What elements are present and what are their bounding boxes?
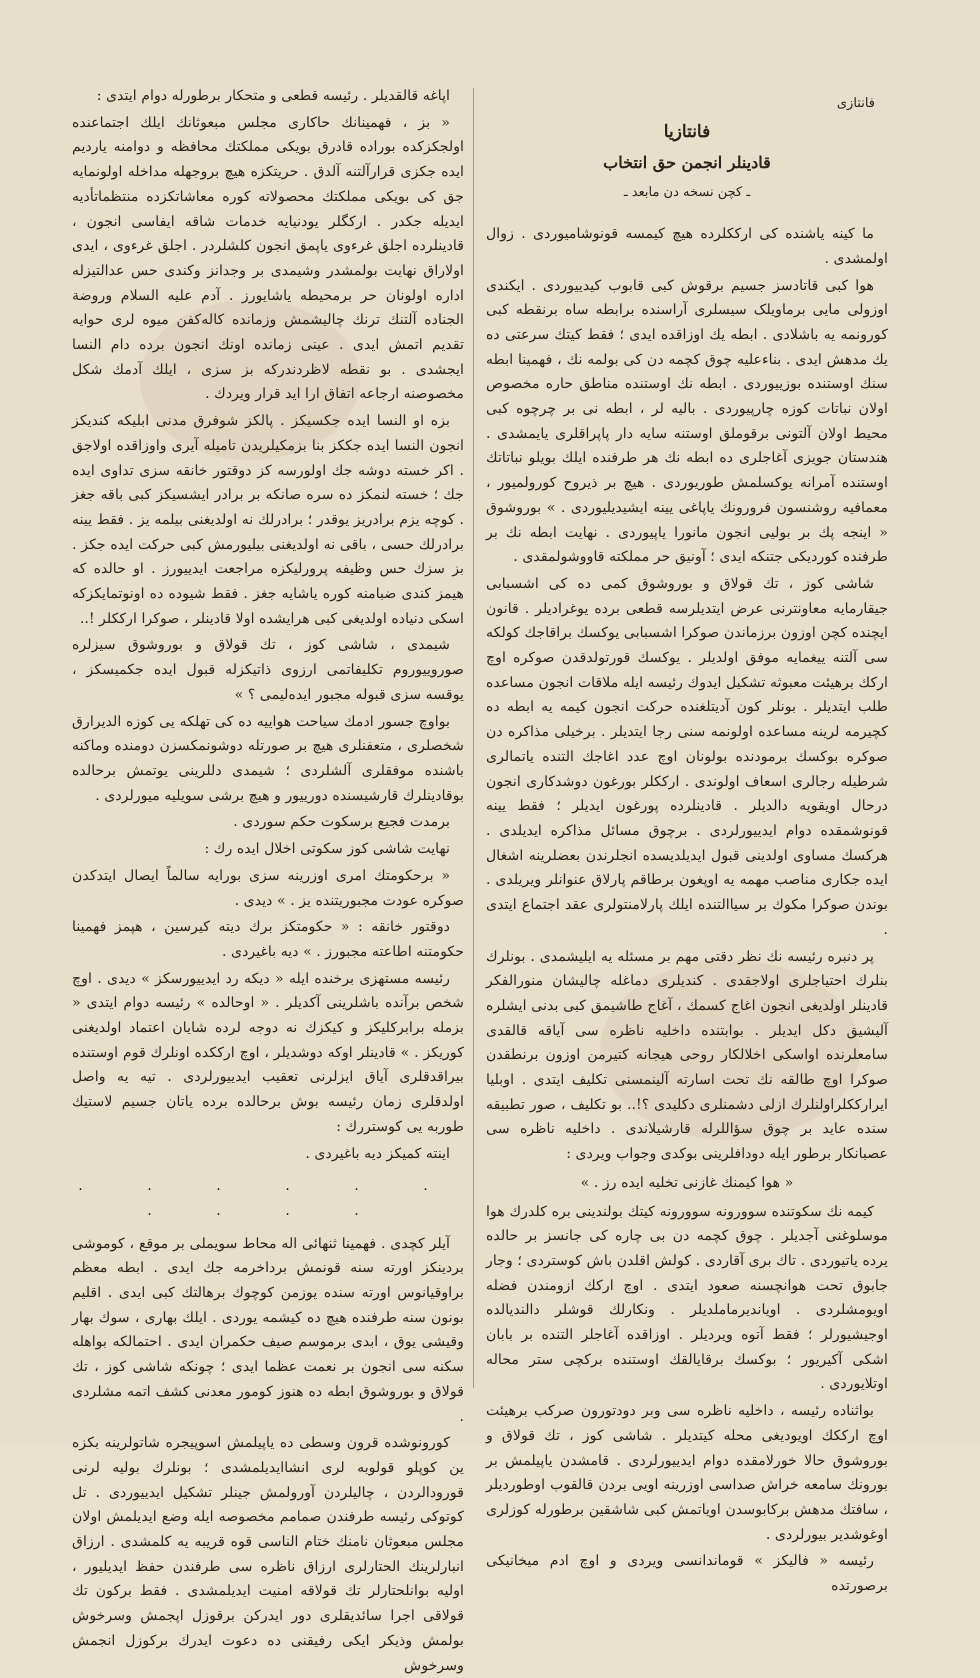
paragraph: نهایت شاشی کوز سکوتی اخلال ایده رك : (204, 841, 450, 858)
paragraph: بواثناده رئیسه ، داخلیه ناظره سی وبر دودتورون صرکب برهیئت اوچ ارککك اویودیغی محله کیتدیلر . شاشی کوز ، تك قولاق و بوروشوق حالا خورلامقده دوام ایدییورلردی . قامشدن یاپیلمش بر بورونك سامعه خراش صداسی اوزرینه اویی بردن قالقوب اوطوردیلر ، سافتك مدهش برکابوسدن اویاتمش کبی شاشقین برطورله کوزلری اوغوشدیر بیورلردی . (486, 1403, 888, 1543)
paragraph: اینته کمیکز دیه باغیردی . (305, 1145, 450, 1162)
section-break-dots: . . . . . . . . . . (78, 1178, 458, 1219)
article-subtitle: قادینلر انجمن حق انتخاب (603, 152, 771, 172)
paragraph: شیمدی ، شاشی کوز ، تك قولاق و بوروشوق سیزلره صوروییوروم تکلیفاتمی ارزوی ذاتیکزله قبول ایده جکمیسکز ، یوقسه سزی قبوله مجبور ایده‌لیمی ؟ » (72, 637, 464, 703)
running-header: فانتازی (836, 96, 875, 111)
paragraph: « برحکومتك امری اوزرینه سزی بورایه سالماً ایصال ایتدکدن صوکره عودت مجبوریتنده یز . » دیدی . (72, 867, 464, 909)
paragraph: ما کینه یاشنده کی ارککلرده هیچ کیمسه قونوشامیوردی . زوال اولمشدی . (486, 226, 888, 267)
paragraph: « بز ، فهمینانك حاکاری مجلس مبعوثانك ایلك اجتماعنده اولجکزکده بوراده قادرق بویکی مملکتك محافظه و دوامنه یاردیم ایده جکزی قرارآلتنه آلدق . حریتکزه هیچ بروجهله مداخله اولونمایه جق کی بویکی مملکتك محصولاته کوره معاشاتکزده منتظماتأدیه ایدیله جکدر . ارکگلر یودنیایه خدمات شاقه ایفاسی انجون ، قادینلرده اجلق غرءوی یاپمق انجون کلشلردر . اجلق غرءوی ، ایدی اولاراق نهایت بولمشدر وشیمدی بر وجدانز وکندی حس عدالتیزله اداره اولونان حر برمحیطه یاشایورز . آدم علیه السلام وروضة الجناده آلتنك ترنك چالیشمش وزمانده کالەکفن میوه لری حوایه تقدیم اتمش ایدی . عینی زمانده اونك انجون برده دام النسا ایجشدی . بو نقطه لاظردندرکه بز سزی ، ایلك آدمك شکل مخصوصنه ارجاعه اتفاق ارا اید قرار ویردك . (72, 114, 464, 403)
column-divider (473, 88, 474, 1388)
paragraph: دوقتور خانقه : « حکومتکز برك دیته کیرسین ، هپمز فهمینا حکومتنه اطاعته مجبورز . » دیه باغیردی . (72, 919, 464, 960)
left-column (72, 84, 464, 1674)
continued-note: ـ کچن نسخه دن مابعد ـ (623, 185, 751, 201)
paragraph: اپاغه قالقدیلر . رئیسه قطعی و متحکار برطورله دوام ایتدی : (96, 88, 450, 104)
paragraph: آیلر کچدی . فهمینا ثنهائی اله محاط سویملی بر موقع ، کوموشی بردینکز اورته سنه قونمش برداخرمه جك ایدی . ابطه معظم براوقیانوس اورته سنده یوزمن کوچوك برهالتك کبی ایدی . اقلیم بونون سنه طرفنده هیچ ده کیشمه یوردی . ایلك بهاری ، سوك بهار وقیشی یوق ، ابدی برموسم صیف حکمران ایدی . احتمالکه بواهله سکنه سی انجون بر نعمت عظما ایدی ؛ چونکه شاشی کوز ، تك قولاق و بوروشوق ابطه ده هنوز کومور معدنی کشف اتمه مشلردی . (72, 1235, 464, 1425)
paragraph: هوا کبی قاتادسز جسیم برقوش کبی قابوب کیدییوردی . ایکندی اوزولی مایی برماویلک سیسلری آراسنده برابطه ساه برنقطه کبی کورونمه یه باشلادی . ابطه یك اوزاقده ایدی ؛ فقط کیتك سرعتی ده یك مدهش ایدی . بناءعلیه چوق کچمه دن کی بولمه نك ، فهمینا ابطه سنك اوستنده بوزییوردی . ابطه نك اوستنده مناطق حاره مخصوص اولان نباتات کوزه چارپیوردی . بالیه لر ، ابطه نی بر چرچوه کبی محیط اولان آلتونی برقوملق اوستنه سایه دار پاپراقلری یایمشدی . هندستان جویزی آغاجلری ده ابطه نك هر طرفنده ایلك بویلو نباتاتك اوستنده آمرانه یوکسلمش طوریوردی . هیچ بر ذیروح کورولمیور ، معمافیه روشنسون فرورونك یاپاغی یینه ایشیدیلیوردی . » بوروشوق « اینجه پك بر بولیی انجون مانورا یاپیوردی . نهایت ابطه نك بر طرفنده کوردیکی جتنکه ایدی ؛ آونیق حر مملکته قاووشولمقدی . (486, 277, 888, 566)
paragraph: بواوچ جسور ادمك سیاحت هواییه ده کی تهلکه یی کوزه الدیرارق شخصلری ، متعفنلری هیچ بر صورتله دوشونمکسزن دومنده وماکنه باشنده موفقلری آلشلردی ؛ شیمدی دللرینی یوتمش برحالده بوقادینلرك قارشیسنده دورییور و هیچ برشی سویلیه میورلردی . (72, 713, 464, 804)
paragraph: کیمه نك سکوتنده سوورونه سوورونه کیتك بولندینی بره کلدرك هوا موسلوغنی آجدیلر . چوق کچمه دن بی چاره کی جانسز بر حالده یرده یاتیوردی . تاك بری آقاردی . کولش اقلدن باش کوستردی ؛ وجار جابوق تحت هوانچسنه صعود ایتدی . اوچ ارکك ازومندن فضله اویومشلردی . اویاندیرماملدیلر . ونکارلك قوشلر دالندیالده اوجیشیورلر ؛ فقط آتوه ویردیلر . اوزاقده آغاجلر التنده بر بابان اشکی آکیریور ؛ بوکسك برقایالقك اوستنده برکچی ستر محاله اوتلایوردی . (486, 1203, 888, 1393)
paragraph: برمدت فجیع برسکوت حکم سوردی . (233, 814, 450, 831)
article-title: فانتازیا (663, 122, 711, 142)
paragraph: پر دنبره رئیسه نك نظر دقتی مهم بر مسئله یه ایلیشمدی . بونلرك بنلرك احتیاجلری اولاجقدی . کندیلری دماغله چالیشان منورالفکر قادینلر اولدیغی انجون اغاج کسمك ، آغاج طاشیمق کبی بدنی ایشلره آلیشیق دکل ایدیلر . بوابتنده داخلیه ناظره سی آیاقه قالقدی سامعلرنده اواسکی اخلالکار روحی هیجانه کتیرمن اوزون برنطقدن صوکرا اوچ طالقه نك تحت اسارته آلینمسنی تکلیف ایتدی . اوبلیا ایرارککلراولنلرك ازلی دشمنلری دکلیدی ؟!.. بو تکلیف ، صور تطبیقه سنده عاید بر چوق سؤاللرله قارشیلاندی . داخلیه ناظره سی عصبانکار برطور ایله دودافلرینی بوکدی وجواب ویردی : (486, 948, 888, 1163)
quote-line: « هوا کیمنك غازنی تخلیه ایده رز . » (580, 1174, 794, 1191)
paragraph: کورونوشده قرون وسطی ده یاپیلمش اسوپیجره شاتولرینه بکزه ین کوپلو قولوبه لری انشاایدیلمشدی ؛ بونلرك بولیه لرنی قورودالردن ، چالیلردن آورولمش جینلر تشکیل ایدییوردی . تل کوتوکی رئیسه طرفندن صمامم مخصوصه ایله وضع ایدیلمش اولان مجلس مبعوثان نامنك ختام الناسی قوه قریبه یه کلمشدی . ارزاق انبارلرینك الحتارلری ارزاق ناظره سی طرفندن حفظ ایدیلیور ، اولیه بوانلحتارلر تك قولاقه امنیت ایدیلمشدی . فقط برکون تك قولاقی اجرا سائدیقلری دور ایدرکن برقوزل اپجمش وسرخوش بولمش وذیکر ایکی رفیقنی ده دعوت ایدرك برکوزل انجمش وسرخوش (72, 1435, 464, 1674)
paragraph: رئیسه « فالیکز » قوماندانسی ویردی و اوچ ادم میخانیکی برصورتده (486, 1553, 888, 1595)
paragraph: بزه او النسا ایده جکسیکز . پالکز شوفرق مدنی ابلیکه کندیکز انجون النسا ایده جککز بنا بزمکیلریدن تامیله آیری واوزاقده اولاجق . اکر خسته دوشه جك اولورسه کز دوقتور خانقه سزی تداوی ایده جك ؛ خسته لنمکز ده سره صانکه بر برادر ایشسیکز کبی باقه جغز . کوچه یزم برادریز یوقدر ؛ برادرلك نه اولدیغنی بیلمه یز . فقط یینه برادرلك حسی ، باقی نه اولدیغنی بیلیورمش کبی حرکت ایده جکز . بز سزك حس وظیفه پرورلیکزه مراجعت ایدییورز . او حالده که هیمز کندی ضبامنه کوره یاشایه جغز . فقط شیوده ده اونوتمایکزکه اسکی دنیاده اولدیغی کبی هرایشده اولا قادینلر ، صوکرا ارککلر !.. (72, 413, 464, 627)
paragraph: شاشی کوز ، تك قولاق و بوروشوق کمی ده کی اشسبابی جیقارمایه معاونترنی عرض ایتدیلرسه قطعی برده یوغرادیلر . قانون ایچنده کچن اوزون برزماندن صوکرا اشسبابی یوکسك براقاجك کولکه سی آلتنه ییغمایه موفق اولدیلر . یوکسك قورتولدقدن صوکره اوچ ارکك برهیئت معبوثه تشکیل ایدوك رئیسه ایله ملاقات انجون مساعده طلب ایتدیلر . بونلر کون آدیتلغنده حرکت انجون کیمه یه ابطه ده کچیرمه لرینه مساعده اولونمه سنی رجا ایتدیلر . برخیلی مذاکره دن صوکره بوکسك برمودنده بولونان اوچ عدد اغاجك التنده یاتمالری شرطیله رجالری اسعاف اولوندی . ارککلر بورغون دوشدکاری انجون درحال اویقویه دالدیلر . قادینلرده پورغون ایدیلر ؛ فقط یینه قونوشمقده دوام ایدییورلردی . برچوق مسائل مذاکره ایدیلدی . هرکسك مساوی اولدینی قبول ایدیلدیسده انجلرندن بعضلرینه اشغال ایده جکاری مناصب مهمه یه اوپغون برطاقم پارلاق عنوانلر ویریلدی . بوندن صوکرا مکوك بر سیاالتنده ایلك پارلامنتولری عقد اجتماع ایتدی . (486, 575, 888, 938)
paragraph: رئیسه مستهزی برخنده ایله « دیکه رد ایدییورسکز » دیدی . اوچ شخص برآنده باشلرینی آکدیلر . « اوحالده » رئیسه دوام ایتدی « بزمله برابرکلیکز و کیکزك نه دوجه لرده شایان اعتماد اولدیغنی کوریکز . » قادینلر اوکه دوشدیلر ، اوچ ارککده اونلرك قوم اوستنده بیراقدقلری آیاق ایزلرنی تعقیب ایدییورلردی . تیه یه واصل اولدقلری زمان رئیسه بوش برحالده برده یاتان جسیم لاستیك طوربه یی کوستررك : (72, 970, 464, 1135)
right-column (486, 112, 888, 1595)
